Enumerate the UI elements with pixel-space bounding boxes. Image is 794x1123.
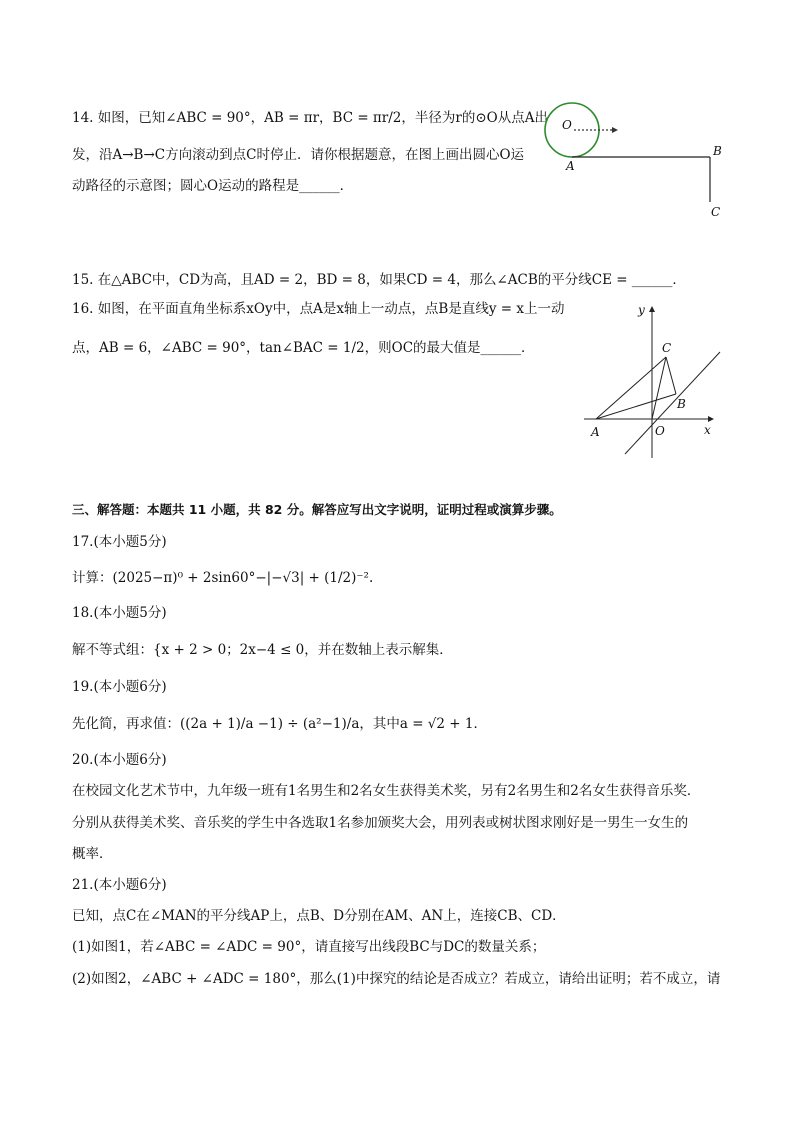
q20-line-2: 分别从获得美术奖、音乐奖的学生中各选取1名参加颁奖大会，用列表或树状图求刚好是一男生一女生的 [72,815,689,831]
direction-arrow-head [612,127,618,133]
q16-line-2: 点，AB = 6，∠ABC = 90°，tan∠BAC = 1/2，则OC的最大值是______． [72,340,535,356]
q21-line-2: (1)如图1，若∠ABC = ∠ADC = 90°，请直接写出线段BC与DC的数量关系； [72,939,546,955]
label-O: O [562,118,572,132]
label-A: A [566,159,575,173]
label-A: A [591,425,600,439]
line-y-equals-x [625,352,720,454]
q16-figure [578,298,728,462]
q18-header: 18.(本小题5分) [72,605,167,621]
label-C: C [711,205,721,219]
q14-line-3: 动路径的示意图；圆心O运动的路程是______． [72,178,354,194]
q20-line-3: 概率． [72,846,113,862]
q14-line-1: 14. 如图，已知∠ABC = 90°，AB = πr，BC = πr/2，半径为r的⊙O从点A出 [72,110,548,126]
q17-header: 17.(本小题5分) [72,534,167,550]
segment-AC [596,357,666,419]
y-axis-arrow [649,306,655,312]
q21-line-1: 已知，点C在∠MAN的平分线AP上，点B、D分别在AM、AN上，连接CB、CD． [72,908,566,924]
q14-figure [540,100,740,225]
segment-BC [666,357,676,394]
q20-line-1: 在校园文化艺术节中，九年级一班有1名男生和2名女生获得美术奖，另有2名男生和2名女生获得音乐奖． [72,783,701,799]
section-3-heading: 三、解答题：本题共 11 小题，共 82 分。解答应写出文字说明，证明过程或演算步骤。 [72,502,562,517]
x-axis-arrow [708,416,714,422]
label-x: x [704,423,711,437]
q21-line-3: (2)如图2，∠ABC + ∠ADC = 180°，那么(1)中探究的结论是否成立？若成立，请给出证明；若不成立，请 [72,971,721,987]
q14-line-2: 发，沿A→B→C方向滚动到点C时停止．请你根据题意，在图上画出圆心O运 [72,147,525,163]
segment-AB [596,394,676,419]
q15-line-1: 15. 在△ABC中，CD为高，且AD = 2，BD = 8，如果CD = 4，那么∠ACB的平分线CE = ______． [72,272,686,288]
q16-line-1: 16. 如图，在平面直角坐标系xOy中，点A是x轴上一动点，点B是直线y = x上一动 [72,301,565,317]
label-C: C [662,341,672,355]
segment-OC [652,357,666,419]
label-B: B [713,144,722,158]
label-O: O [655,424,665,438]
q18-body: 解不等式组：{x + 2 > 0；2x−4 ≤ 0，并在数轴上表示解集． [72,642,453,658]
label-B: B [677,397,686,411]
q19-body: 先化简，再求值：((2a + 1)/a −1) ÷ (a²−1)/a，其中a = √2 + 1． [72,716,487,732]
q21-header: 21.(本小题6分) [72,877,167,893]
q19-header: 19.(本小题6分) [72,679,167,695]
q17-body: 计算：(2025−π)⁰ + 2sin60°−|−√3| + (1/2)⁻². [72,570,374,586]
label-y: y [638,303,645,317]
q20-header: 20.(本小题6分) [72,752,167,768]
